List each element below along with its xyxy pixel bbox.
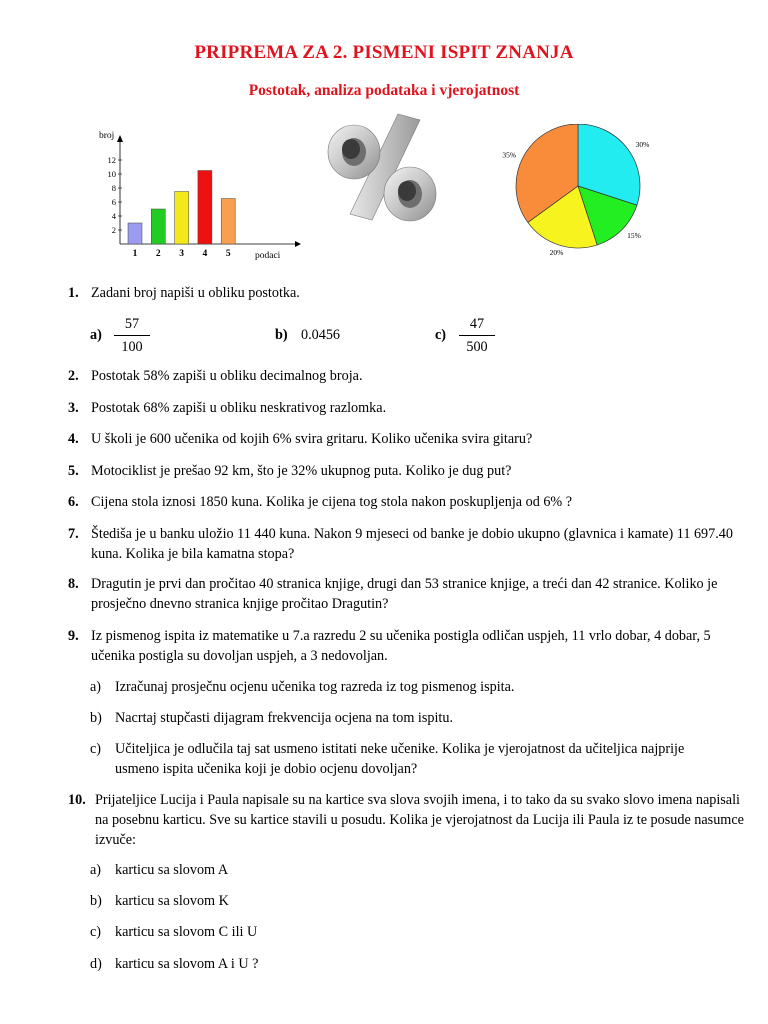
question-number: 1. <box>68 285 79 301</box>
q10-item-a <box>90 860 730 880</box>
item-label: c) <box>90 924 102 940</box>
question-text: Zadani broj napiši u obliku postotka. <box>91 285 300 301</box>
x-tick-label: 5 <box>225 249 231 259</box>
x-tick-label: 2 <box>155 249 161 259</box>
item-label: d) <box>90 956 102 972</box>
item-label: a) <box>90 862 102 878</box>
question-text: Postotak 68% zapiši u obliku neskrativog razlomka. <box>91 400 387 416</box>
question-number: 10. <box>68 792 86 808</box>
question-6 <box>68 492 748 512</box>
item-text: Učiteljica je odlučila taj sat usmeno istitati neke učenike. Kolika je vjerojatnost da učiteljica najprije usmeno ispita učenika koji je dobio ocjenu dovoljan? <box>115 741 685 777</box>
question-number: 3. <box>68 400 79 416</box>
x-tick-label: 3 <box>179 249 184 259</box>
item-label: a) <box>90 327 102 343</box>
question-2 <box>68 366 748 386</box>
pie-chart <box>492 124 662 259</box>
x-axis-arrow <box>295 241 301 247</box>
bar <box>151 209 165 244</box>
y-tick-label: 6 <box>111 197 116 207</box>
x-tick-label: 1 <box>132 249 138 259</box>
q10-item-b <box>90 891 730 911</box>
bar <box>221 199 235 245</box>
q9-item-a <box>90 677 730 697</box>
denominator: 100 <box>121 339 143 355</box>
item-text: karticu sa slovom A <box>115 862 229 878</box>
item-label: b) <box>275 327 288 343</box>
y-tick-label: 2 <box>111 225 116 235</box>
question-9 <box>68 626 748 666</box>
page-title: PRIPREMA ZA 2. PISMENI ISPIT ZNANJA <box>194 42 574 63</box>
decimal-value: 0.0456 <box>301 327 341 343</box>
question-text: Postotak 58% zapiši u obliku decimalnog broja. <box>91 368 363 384</box>
question-number: 7. <box>68 526 79 542</box>
fraction-bar <box>459 335 495 336</box>
numerator: 47 <box>469 316 485 332</box>
item-label: b) <box>90 710 102 726</box>
question-text: Prijateljice Lucija i Paula napisale su na kartice sva slova svojih imena, i to tako da su svako slovo imena napisali na posebnu karticu. Sve su kartice stavili u posudu. Kolika je vjerojatnost da Lucija ili Paula iz te posude nasumce izvuče: <box>95 792 744 848</box>
page-subtitle: Postotak, analiza podataka i vjerojatnost <box>248 82 520 99</box>
percent-sign-3d-icon <box>320 108 445 228</box>
y-tick-label: 4 <box>111 211 116 221</box>
bar <box>175 192 189 245</box>
fraction <box>459 315 495 357</box>
bar-chart <box>95 126 305 266</box>
x-tick-label: 4 <box>202 249 208 259</box>
item-text: Izračunaj prosječnu ocjenu učenika tog razreda iz tog pismenog ispita. <box>115 679 515 695</box>
numerator: 57 <box>124 316 140 332</box>
question-number: 6. <box>68 494 79 510</box>
item-text: karticu sa slovom K <box>115 893 229 909</box>
item-label: c) <box>90 741 102 757</box>
question-text: Iz pismenog ispita iz matematike u 7.a razredu 2 su učenika postigla odličan uspjeh, 11 vrlo dobar, 4 dobar, 5 učenika postigla su dovoljan uspjeh, a 3 nedovoljan. <box>91 628 711 664</box>
pie-slice-label: 15% <box>627 231 641 241</box>
bar <box>128 223 142 244</box>
q10-item-c <box>90 922 730 942</box>
q9-item-b <box>90 708 730 728</box>
item-text: Nacrtaj stupčasti dijagram frekvencija ocjena na tom ispitu. <box>115 710 454 726</box>
item-text: karticu sa slovom A i U ? <box>115 956 259 972</box>
pie-slice-label: 20% <box>549 248 564 258</box>
question-3 <box>68 398 748 418</box>
denominator: 500 <box>466 339 488 355</box>
y-tick-label: 10 <box>107 169 116 179</box>
item-label: c) <box>435 327 447 343</box>
question-4 <box>68 429 748 449</box>
question-text: Štediša je u banku uložio 11 440 kuna. Nakon 9 mjeseci od banke je dobio ukupno (glavnica i kamate) 11 697.40 kuna. Kolika je bila kamatna stopa? <box>91 526 733 562</box>
question-1 <box>68 283 748 303</box>
bar-chart-ylabel: broj <box>99 131 115 141</box>
question-text: Dragutin je prvi dan pročitao 40 stranica knjige, drugi dan 53 stranice knjige, a treći dan 42 stranice. Koliko je prosječno dnevno stranica knjige pročitao Dragutin? <box>91 576 718 612</box>
question-text: U školi je 600 učenika od kojih 6% svira gritaru. Koliko učenika svira gitaru? <box>91 431 533 447</box>
question-number: 5. <box>68 463 79 479</box>
pie-slice-label: 35% <box>502 150 517 160</box>
question-text: Motociklist je prešao 92 km, što je 32% ukupnog puta. Koliko je dug put? <box>91 463 512 479</box>
bar <box>198 171 212 245</box>
q9-item-c <box>90 739 730 779</box>
question-5 <box>68 461 748 481</box>
question-text: Cijena stola iznosi 1850 kuna. Kolika je cijena tog stola nakon poskupljenja od 6% ? <box>91 494 573 510</box>
fraction <box>114 315 150 357</box>
item-label: b) <box>90 893 102 909</box>
question-7 <box>68 524 748 564</box>
fraction-bar <box>114 335 150 336</box>
question-number: 4. <box>68 431 79 447</box>
item-label: a) <box>90 679 102 695</box>
pie-slice-label: 30% <box>635 140 650 150</box>
q10-item-d <box>90 954 730 974</box>
question-8 <box>68 574 748 614</box>
question-number: 8. <box>68 576 79 592</box>
bar-chart-xlabel: podaci <box>255 251 281 261</box>
y-axis-arrow <box>117 135 123 142</box>
question-number: 9. <box>68 628 79 644</box>
question-10 <box>68 790 748 850</box>
y-tick-label: 12 <box>107 155 116 165</box>
y-tick-label: 8 <box>111 183 116 193</box>
item-text: karticu sa slovom C ili U <box>115 924 258 940</box>
question-number: 2. <box>68 368 79 384</box>
